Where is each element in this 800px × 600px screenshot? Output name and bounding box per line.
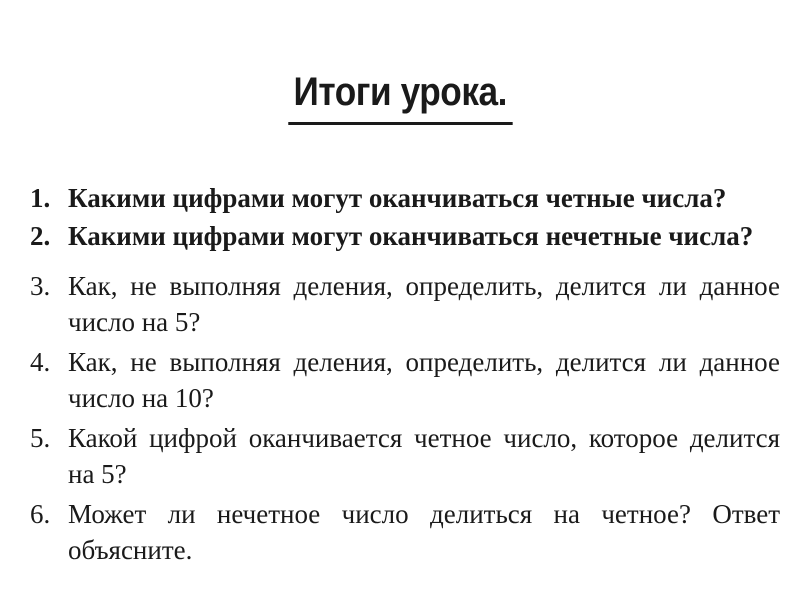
question-number: 1. xyxy=(30,183,51,213)
question-text: Может ли нечетное число делиться на четное? Ответ объясните. xyxy=(68,499,780,565)
question-number: 6. xyxy=(30,499,51,529)
question-number: 2. xyxy=(30,221,51,251)
question-text: Какой цифрой оканчивается четное число, которое делится на 5? xyxy=(68,423,780,489)
question-number: 4. xyxy=(30,347,51,377)
question-text: Какими цифрами могут оканчиваться нечетные числа? xyxy=(68,221,754,251)
question-list xyxy=(30,180,780,568)
question-number: 5. xyxy=(30,423,51,453)
question-number: 3. xyxy=(30,271,51,301)
question-text: Какими цифрами могут оканчиваться четные числа? xyxy=(68,183,727,213)
question-text: Как, не выполняя деления, определить, делится ли данное число на 5? xyxy=(68,271,780,337)
question-text: Как, не выполняя деления, определить, делится ли данное число на 10? xyxy=(68,347,780,413)
question-item-4 xyxy=(30,344,780,416)
page-title xyxy=(0,64,800,125)
question-item-5 xyxy=(30,420,780,492)
question-item-2 xyxy=(30,218,780,254)
page-title-text: Итоги урока. xyxy=(288,64,512,125)
question-item-1 xyxy=(30,180,780,216)
question-item-3 xyxy=(30,268,780,340)
question-item-6 xyxy=(30,496,780,568)
